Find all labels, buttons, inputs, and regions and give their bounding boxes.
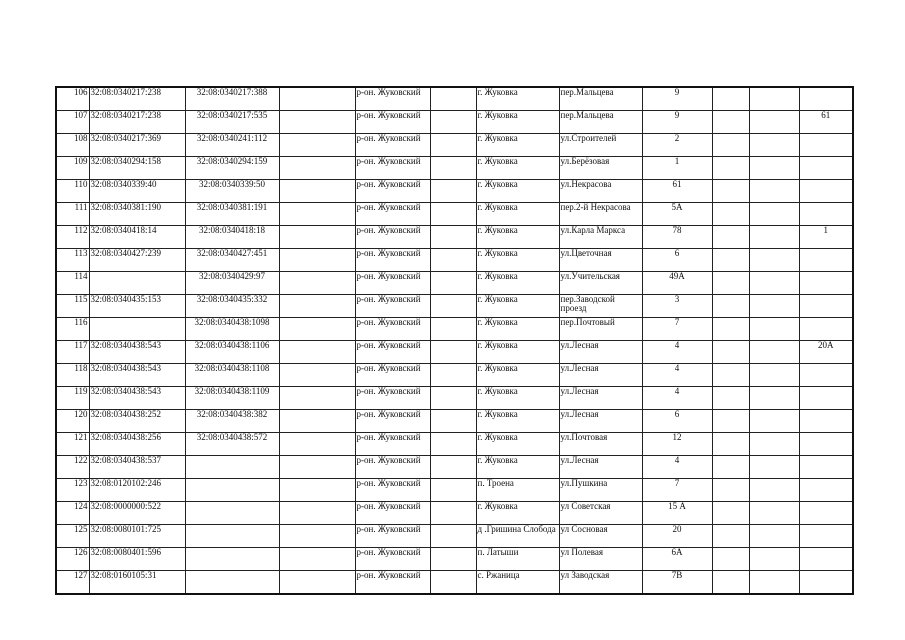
district-cell: р-он. Жуковский bbox=[355, 525, 430, 548]
table-row bbox=[56, 410, 853, 433]
empty-cell bbox=[749, 548, 799, 571]
locality-cell: г. Жуковка bbox=[476, 180, 559, 203]
empty-cell bbox=[430, 341, 476, 364]
locality-cell: г. Жуковка bbox=[476, 318, 559, 341]
empty-cell bbox=[430, 433, 476, 456]
empty-cell bbox=[279, 157, 355, 180]
row-number: 112 bbox=[56, 226, 89, 249]
street-cell: ул.Лесная bbox=[559, 364, 642, 387]
district-cell: р-он. Жуковский bbox=[355, 272, 430, 295]
cadastral-number-land: 32:08:0080401:596 bbox=[89, 548, 185, 571]
street-cell: ул.Берёзовая bbox=[559, 157, 642, 180]
house-number-cell: 4 bbox=[642, 456, 712, 479]
row-number: 109 bbox=[56, 157, 89, 180]
apartment-cell: 61 bbox=[799, 111, 853, 134]
locality-cell: г. Жуковка bbox=[476, 249, 559, 272]
house-number-cell: 9 bbox=[642, 87, 712, 111]
house-number-cell: 7 bbox=[642, 318, 712, 341]
empty-cell bbox=[712, 525, 749, 548]
empty-cell bbox=[430, 410, 476, 433]
row-number: 126 bbox=[56, 548, 89, 571]
empty-cell bbox=[749, 341, 799, 364]
district-cell: р-он. Жуковский bbox=[355, 295, 430, 318]
empty-cell bbox=[279, 525, 355, 548]
empty-cell bbox=[430, 111, 476, 134]
apartment-cell bbox=[799, 364, 853, 387]
empty-cell bbox=[712, 272, 749, 295]
cadastral-number-building: 32:08:0340381:191 bbox=[185, 203, 279, 226]
locality-cell: г. Жуковка bbox=[476, 502, 559, 525]
empty-cell bbox=[430, 548, 476, 571]
table-row bbox=[56, 571, 853, 595]
district-cell: р-он. Жуковский bbox=[355, 341, 430, 364]
street-cell: пер.Почтовый bbox=[559, 318, 642, 341]
row-number: 123 bbox=[56, 479, 89, 502]
empty-cell bbox=[430, 456, 476, 479]
locality-cell: г. Жуковка bbox=[476, 157, 559, 180]
apartment-cell bbox=[799, 180, 853, 203]
cadastral-number-building: 32:08:0340438:1098 bbox=[185, 318, 279, 341]
empty-cell bbox=[279, 410, 355, 433]
table-row bbox=[56, 318, 853, 341]
row-number: 110 bbox=[56, 180, 89, 203]
empty-cell bbox=[712, 226, 749, 249]
apartment-cell bbox=[799, 525, 853, 548]
empty-cell bbox=[279, 571, 355, 595]
cadastral-number-building bbox=[185, 479, 279, 502]
cadastral-number-land: 32:08:0340427:239 bbox=[89, 249, 185, 272]
row-number: 127 bbox=[56, 571, 89, 595]
empty-cell bbox=[712, 295, 749, 318]
table-row bbox=[56, 548, 853, 571]
table-row bbox=[56, 203, 853, 226]
house-number-cell: 1 bbox=[642, 157, 712, 180]
district-cell: р-он. Жуковский bbox=[355, 157, 430, 180]
apartment-cell bbox=[799, 548, 853, 571]
cadastral-number-land bbox=[89, 272, 185, 295]
street-cell: пер.2-й Некрасова bbox=[559, 203, 642, 226]
district-cell: р-он. Жуковский bbox=[355, 456, 430, 479]
table-row bbox=[56, 249, 853, 272]
cadastral-number-building: 32:08:0340438:1108 bbox=[185, 364, 279, 387]
table-row bbox=[56, 433, 853, 456]
house-number-cell: 49А bbox=[642, 272, 712, 295]
empty-cell bbox=[749, 571, 799, 595]
row-number: 106 bbox=[56, 87, 89, 111]
table-row bbox=[56, 134, 853, 157]
cadastral-number-land: 32:08:0340294:158 bbox=[89, 157, 185, 180]
empty-cell bbox=[279, 180, 355, 203]
empty-cell bbox=[430, 272, 476, 295]
empty-cell bbox=[430, 87, 476, 111]
table-row bbox=[56, 87, 853, 111]
empty-cell bbox=[430, 502, 476, 525]
empty-cell bbox=[430, 295, 476, 318]
empty-cell bbox=[279, 341, 355, 364]
district-cell: р-он. Жуковский bbox=[355, 410, 430, 433]
row-number: 115 bbox=[56, 295, 89, 318]
empty-cell bbox=[749, 87, 799, 111]
empty-cell bbox=[430, 479, 476, 502]
empty-cell bbox=[430, 180, 476, 203]
empty-cell bbox=[749, 157, 799, 180]
empty-cell bbox=[279, 249, 355, 272]
row-number: 119 bbox=[56, 387, 89, 410]
empty-cell bbox=[430, 249, 476, 272]
street-cell: пер.Заводской проезд bbox=[559, 295, 642, 318]
empty-cell bbox=[749, 249, 799, 272]
table-row bbox=[56, 157, 853, 180]
cadastral-number-building: 32:08:0340418:18 bbox=[185, 226, 279, 249]
district-cell: р-он. Жуковский bbox=[355, 571, 430, 595]
empty-cell bbox=[430, 226, 476, 249]
locality-cell: п. Латыши bbox=[476, 548, 559, 571]
cadastral-number-building bbox=[185, 525, 279, 548]
street-cell: ул.Почтовая bbox=[559, 433, 642, 456]
house-number-cell: 9 bbox=[642, 111, 712, 134]
locality-cell: г. Жуковка bbox=[476, 341, 559, 364]
apartment-cell: 1 bbox=[799, 226, 853, 249]
apartment-cell bbox=[799, 87, 853, 111]
empty-cell bbox=[749, 433, 799, 456]
row-number: 122 bbox=[56, 456, 89, 479]
district-cell: р-он. Жуковский bbox=[355, 203, 430, 226]
empty-cell bbox=[749, 272, 799, 295]
cadastral-number-building: 32:08:0340217:388 bbox=[185, 87, 279, 111]
empty-cell bbox=[279, 456, 355, 479]
empty-cell bbox=[279, 318, 355, 341]
row-number: 113 bbox=[56, 249, 89, 272]
cadastral-number-building: 32:08:0340427:451 bbox=[185, 249, 279, 272]
empty-cell bbox=[712, 456, 749, 479]
empty-cell bbox=[749, 295, 799, 318]
locality-cell: г. Жуковка bbox=[476, 364, 559, 387]
cadastral-number-land bbox=[89, 318, 185, 341]
district-cell: р-он. Жуковский bbox=[355, 226, 430, 249]
house-number-cell: 78 bbox=[642, 226, 712, 249]
empty-cell bbox=[749, 387, 799, 410]
street-cell: ул.Лесная bbox=[559, 341, 642, 364]
house-number-cell: 61 bbox=[642, 180, 712, 203]
empty-cell bbox=[749, 203, 799, 226]
street-cell: ул.Карла Маркса bbox=[559, 226, 642, 249]
cadastral-number-building bbox=[185, 571, 279, 595]
row-number: 108 bbox=[56, 134, 89, 157]
district-cell: р-он. Жуковский bbox=[355, 548, 430, 571]
empty-cell bbox=[279, 433, 355, 456]
row-number: 114 bbox=[56, 272, 89, 295]
street-cell: ул.Пушкина bbox=[559, 479, 642, 502]
table-row bbox=[56, 111, 853, 134]
empty-cell bbox=[712, 203, 749, 226]
table-row bbox=[56, 456, 853, 479]
house-number-cell: 4 bbox=[642, 387, 712, 410]
house-number-cell: 12 bbox=[642, 433, 712, 456]
apartment-cell bbox=[799, 249, 853, 272]
cadastral-number-land: 32:08:0340435:153 bbox=[89, 295, 185, 318]
empty-cell bbox=[712, 180, 749, 203]
apartment-cell bbox=[799, 295, 853, 318]
empty-cell bbox=[712, 249, 749, 272]
table-row bbox=[56, 502, 853, 525]
table-row bbox=[56, 180, 853, 203]
locality-cell: г. Жуковка bbox=[476, 203, 559, 226]
empty-cell bbox=[430, 134, 476, 157]
table-row bbox=[56, 525, 853, 548]
district-cell: р-он. Жуковский bbox=[355, 134, 430, 157]
empty-cell bbox=[712, 341, 749, 364]
apartment-cell bbox=[799, 571, 853, 595]
house-number-cell: 6А bbox=[642, 548, 712, 571]
row-number: 118 bbox=[56, 364, 89, 387]
locality-cell: г. Жуковка bbox=[476, 410, 559, 433]
empty-cell bbox=[279, 502, 355, 525]
street-cell: пер.Мальцева bbox=[559, 87, 642, 111]
empty-cell bbox=[712, 157, 749, 180]
cadastral-number-building bbox=[185, 502, 279, 525]
empty-cell bbox=[430, 571, 476, 595]
locality-cell: г. Жуковка bbox=[476, 433, 559, 456]
empty-cell bbox=[279, 226, 355, 249]
empty-cell bbox=[712, 548, 749, 571]
table-row bbox=[56, 295, 853, 318]
street-cell: ул.Строителей bbox=[559, 134, 642, 157]
street-cell: ул Полевая bbox=[559, 548, 642, 571]
empty-cell bbox=[279, 87, 355, 111]
locality-cell: с. Ржаница bbox=[476, 571, 559, 595]
empty-cell bbox=[749, 410, 799, 433]
empty-cell bbox=[430, 387, 476, 410]
row-number: 125 bbox=[56, 525, 89, 548]
house-number-cell: 20 bbox=[642, 525, 712, 548]
cadastral-number-land: 32:08:0340217:238 bbox=[89, 87, 185, 111]
table-body bbox=[56, 87, 853, 594]
district-cell: р-он. Жуковский bbox=[355, 479, 430, 502]
empty-cell bbox=[749, 111, 799, 134]
cadastral-number-building: 32:08:0340241:112 bbox=[185, 134, 279, 157]
empty-cell bbox=[279, 479, 355, 502]
apartment-cell bbox=[799, 272, 853, 295]
empty-cell bbox=[712, 433, 749, 456]
street-cell: ул.Лесная bbox=[559, 410, 642, 433]
empty-cell bbox=[749, 226, 799, 249]
cadastral-number-land: 32:08:0340438:252 bbox=[89, 410, 185, 433]
empty-cell bbox=[430, 318, 476, 341]
locality-cell: г. Жуковка bbox=[476, 456, 559, 479]
district-cell: р-он. Жуковский bbox=[355, 387, 430, 410]
empty-cell bbox=[749, 479, 799, 502]
empty-cell bbox=[712, 479, 749, 502]
apartment-cell bbox=[799, 433, 853, 456]
empty-cell bbox=[279, 295, 355, 318]
locality-cell: г. Жуковка bbox=[476, 272, 559, 295]
house-number-cell: 4 bbox=[642, 341, 712, 364]
street-cell: ул Сосновая bbox=[559, 525, 642, 548]
empty-cell bbox=[749, 525, 799, 548]
apartment-cell bbox=[799, 134, 853, 157]
registry-table bbox=[55, 86, 854, 595]
empty-cell bbox=[712, 318, 749, 341]
empty-cell bbox=[279, 111, 355, 134]
locality-cell: г. Жуковка bbox=[476, 387, 559, 410]
empty-cell bbox=[279, 134, 355, 157]
empty-cell bbox=[279, 548, 355, 571]
row-number: 120 bbox=[56, 410, 89, 433]
cadastral-number-land: 32:08:0340381:190 bbox=[89, 203, 185, 226]
apartment-cell bbox=[799, 387, 853, 410]
district-cell: р-он. Жуковский bbox=[355, 249, 430, 272]
cadastral-number-land: 32:08:0160105:31 bbox=[89, 571, 185, 595]
house-number-cell: 6 bbox=[642, 249, 712, 272]
street-cell: ул Заводская bbox=[559, 571, 642, 595]
locality-cell: г. Жуковка bbox=[476, 134, 559, 157]
empty-cell bbox=[712, 502, 749, 525]
apartment-cell bbox=[799, 456, 853, 479]
empty-cell bbox=[712, 364, 749, 387]
apartment-cell bbox=[799, 410, 853, 433]
street-cell: ул.Лесная bbox=[559, 456, 642, 479]
row-number: 124 bbox=[56, 502, 89, 525]
street-cell: ул.Лесная bbox=[559, 387, 642, 410]
table-row bbox=[56, 272, 853, 295]
cadastral-number-building: 32:08:0340438:572 bbox=[185, 433, 279, 456]
empty-cell bbox=[279, 387, 355, 410]
cadastral-number-land: 32:08:0120102:246 bbox=[89, 479, 185, 502]
locality-cell: г. Жуковка bbox=[476, 87, 559, 111]
cadastral-number-land: 32:08:0340438:537 bbox=[89, 456, 185, 479]
district-cell: р-он. Жуковский bbox=[355, 364, 430, 387]
street-cell: ул.Цветочная bbox=[559, 249, 642, 272]
empty-cell bbox=[712, 571, 749, 595]
cadastral-number-land: 32:08:0340438:543 bbox=[89, 341, 185, 364]
house-number-cell: 7 bbox=[642, 479, 712, 502]
house-number-cell: 15 А bbox=[642, 502, 712, 525]
district-cell: р-он. Жуковский bbox=[355, 433, 430, 456]
locality-cell: п. Троена bbox=[476, 479, 559, 502]
house-number-cell: 6 bbox=[642, 410, 712, 433]
cadastral-number-building: 32:08:0340429:97 bbox=[185, 272, 279, 295]
empty-cell bbox=[430, 364, 476, 387]
empty-cell bbox=[749, 502, 799, 525]
table-row bbox=[56, 479, 853, 502]
apartment-cell: 20А bbox=[799, 341, 853, 364]
empty-cell bbox=[712, 387, 749, 410]
table-row bbox=[56, 387, 853, 410]
empty-cell bbox=[712, 410, 749, 433]
locality-cell: д .Гришина Слобода bbox=[476, 525, 559, 548]
apartment-cell bbox=[799, 157, 853, 180]
cadastral-number-land: 32:08:0340438:543 bbox=[89, 364, 185, 387]
empty-cell bbox=[749, 318, 799, 341]
empty-cell bbox=[749, 364, 799, 387]
apartment-cell bbox=[799, 479, 853, 502]
empty-cell bbox=[749, 456, 799, 479]
empty-cell bbox=[712, 111, 749, 134]
cadastral-number-building: 32:08:0340438:382 bbox=[185, 410, 279, 433]
cadastral-number-land: 32:08:0340438:543 bbox=[89, 387, 185, 410]
apartment-cell bbox=[799, 318, 853, 341]
street-cell: пер.Мальцева bbox=[559, 111, 642, 134]
row-number: 116 bbox=[56, 318, 89, 341]
street-cell: ул.Учительская bbox=[559, 272, 642, 295]
house-number-cell: 4 bbox=[642, 364, 712, 387]
street-cell: ул.Некрасова bbox=[559, 180, 642, 203]
cadastral-number-land: 32:08:0080101:725 bbox=[89, 525, 185, 548]
cadastral-number-building: 32:08:0340438:1106 bbox=[185, 341, 279, 364]
cadastral-number-land: 32:08:0340339:40 bbox=[89, 180, 185, 203]
empty-cell bbox=[430, 525, 476, 548]
empty-cell bbox=[279, 203, 355, 226]
empty-cell bbox=[712, 134, 749, 157]
district-cell: р-он. Жуковский bbox=[355, 111, 430, 134]
apartment-cell bbox=[799, 203, 853, 226]
street-cell: ул Советская bbox=[559, 502, 642, 525]
district-cell: р-он. Жуковский bbox=[355, 502, 430, 525]
table-row bbox=[56, 226, 853, 249]
empty-cell bbox=[430, 203, 476, 226]
district-cell: р-он. Жуковский bbox=[355, 318, 430, 341]
empty-cell bbox=[279, 272, 355, 295]
table-row bbox=[56, 341, 853, 364]
house-number-cell: 7В bbox=[642, 571, 712, 595]
house-number-cell: 3 bbox=[642, 295, 712, 318]
cadastral-number-building: 32:08:0340339:50 bbox=[185, 180, 279, 203]
cadastral-number-land: 32:08:0000000:522 bbox=[89, 502, 185, 525]
empty-cell bbox=[712, 87, 749, 111]
cadastral-number-land: 32:08:0340217:369 bbox=[89, 134, 185, 157]
row-number: 121 bbox=[56, 433, 89, 456]
empty-cell bbox=[430, 157, 476, 180]
row-number: 111 bbox=[56, 203, 89, 226]
empty-cell bbox=[749, 180, 799, 203]
district-cell: р-он. Жуковский bbox=[355, 180, 430, 203]
cadastral-number-land: 32:08:0340217:238 bbox=[89, 111, 185, 134]
table-row bbox=[56, 364, 853, 387]
cadastral-number-building bbox=[185, 548, 279, 571]
empty-cell bbox=[279, 364, 355, 387]
locality-cell: г. Жуковка bbox=[476, 226, 559, 249]
cadastral-number-land: 32:08:0340438:256 bbox=[89, 433, 185, 456]
locality-cell: г. Жуковка bbox=[476, 295, 559, 318]
apartment-cell bbox=[799, 502, 853, 525]
district-cell: р-он. Жуковский bbox=[355, 87, 430, 111]
cadastral-number-building: 32:08:0340217:535 bbox=[185, 111, 279, 134]
cadastral-number-land: 32:08:0340418:14 bbox=[89, 226, 185, 249]
cadastral-number-building: 32:08:0340435:332 bbox=[185, 295, 279, 318]
cadastral-number-building bbox=[185, 456, 279, 479]
house-number-cell: 2 bbox=[642, 134, 712, 157]
row-number: 117 bbox=[56, 341, 89, 364]
house-number-cell: 5А bbox=[642, 203, 712, 226]
cadastral-number-building: 32:08:0340294:159 bbox=[185, 157, 279, 180]
cadastral-number-building: 32:08:0340438:1109 bbox=[185, 387, 279, 410]
row-number: 107 bbox=[56, 111, 89, 134]
locality-cell: г. Жуковка bbox=[476, 111, 559, 134]
empty-cell bbox=[749, 134, 799, 157]
